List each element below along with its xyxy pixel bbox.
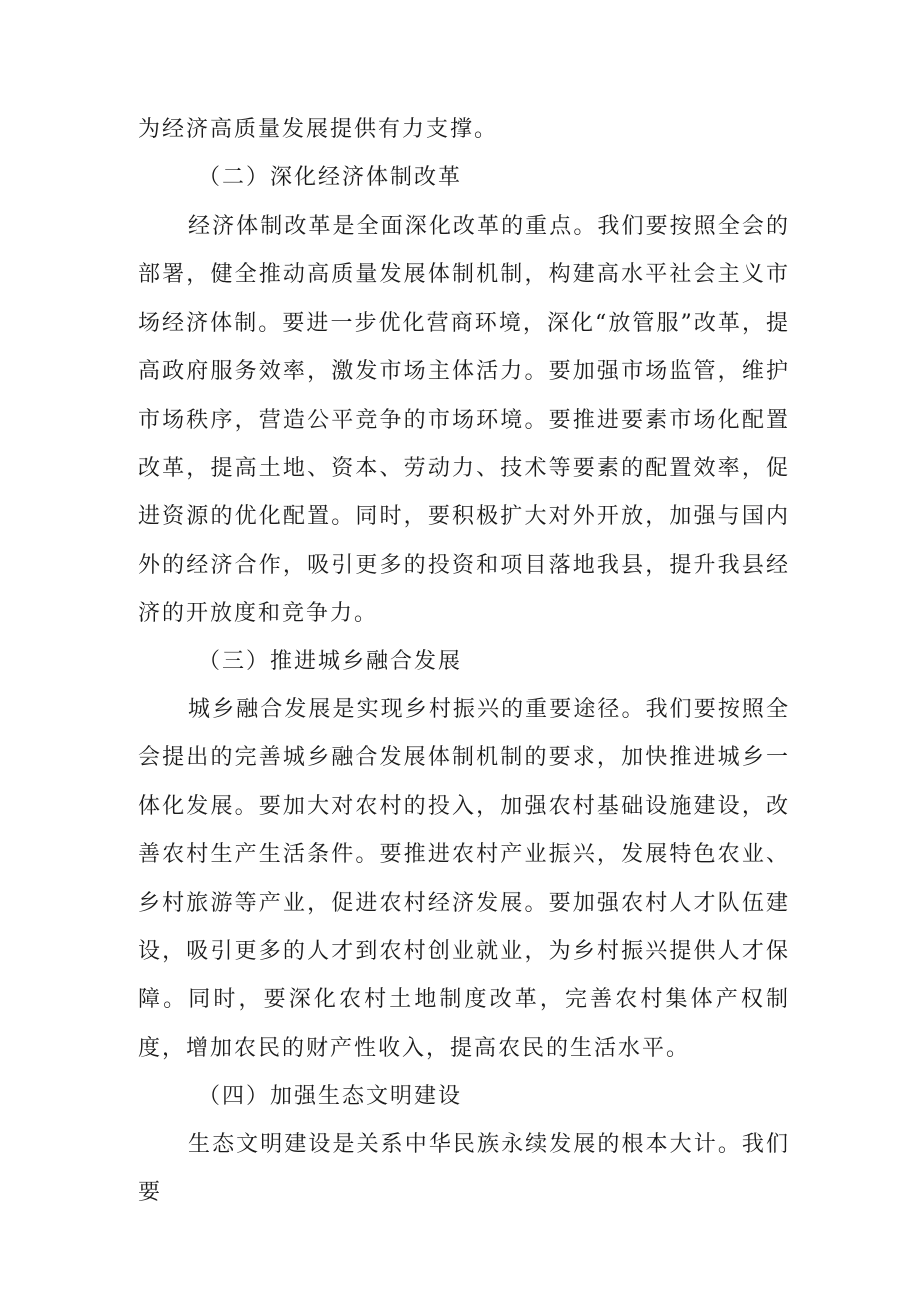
section-paragraph-2: 经济体制改革是全面深化改革的重点。我们要按照全会的部署，健全推动高质量发展体制机制，构建高水平社会主义市场经济体制。要进一步优化营商环境，深化“放管服”改革，提高政府服务效率，激发市场主体活力。要加强市场监管，维护市场秩序，营造公平竞争的市场环境。要推进要素市场化配置改革，提高土地、资本、劳动力、技术等要素的配置效率，促进资源的优化配置。同时，要积极扩大对外开放，加强与国内外的经济合作，吸引更多的投资和项目落地我县，提升我县经济的开放度和竞争力。 [138,214,790,627]
section-paragraph-4: 生态文明建设是关系中华民族永续发展的根本大计。我们要 [138,1132,790,1206]
section-heading-3: （三）推进城乡融合发展 [198,649,463,674]
section-heading-2: （二）深化经济体制改革 [198,165,463,190]
section-paragraph-3: 城乡融合发展是实现乡村振兴的重要途径。我们要按照全会提出的完善城乡融合发展体制机制的要求，加快推进城乡一体化发展。要加大对农村的投入，加强农村基础设施建设，改善农村生产生活条件。要推进农村产业振兴，发展特色农业、乡村旅游等产业，促进农村经济发展。要加强农村人才队伍建设，吸引更多的人才到农村创业就业，为乡村振兴提供人才保障。同时，要深化农村土地制度改革，完善农村集体产权制度，增加农民的财产性收入，提高农民的生活水平。 [138,697,790,1061]
section-heading-4: （四）加强生态文明建设 [198,1084,463,1109]
continuation-paragraph: 为经济高质量发展提供有力支撑。 [138,117,499,142]
